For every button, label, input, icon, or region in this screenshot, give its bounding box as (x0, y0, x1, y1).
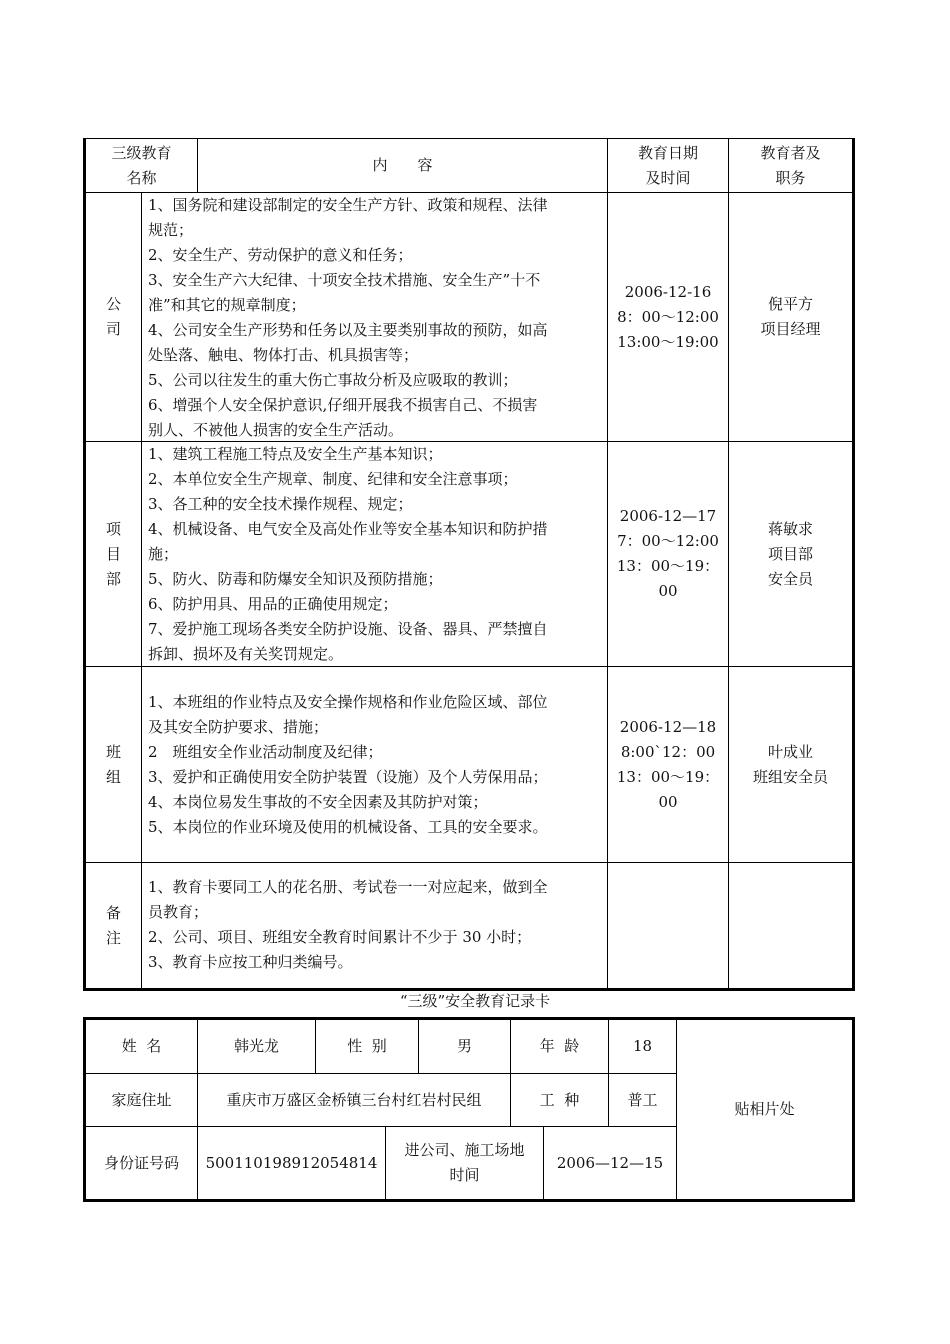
content-line: 2 班组安全作业活动制度及纪律； (148, 743, 383, 761)
content-line: 2、公司、项目、班组安全教育时间累计不少于 30 小时； (148, 928, 532, 946)
time-line: 13:00～19:00 (617, 332, 719, 351)
header-level-name-line1: 三级教育 (111, 143, 172, 162)
content-line: 2、本单位安全生产规章、制度、纪律和安全注意事项； (148, 470, 518, 488)
header-educator-line1: 教育者及 (760, 143, 821, 162)
content-line: 1、国务院和建设部制定的安全生产方针、政策和规程、法律 (148, 196, 548, 214)
time-line: 13：00～19： (616, 767, 720, 786)
content-line: 4、公司安全生产形势和任务以及主要类别事故的预防，如高 (148, 321, 548, 339)
header-date-time-line2: 及时间 (645, 168, 691, 187)
content-line: 6、增强个人安全保护意识,仔细开展我不损害自己、不损害 (148, 396, 538, 414)
header-content (198, 139, 607, 192)
educator-title: 安全员 (767, 569, 813, 588)
header-level-name (86, 139, 197, 192)
age-label: 年 龄 (539, 1037, 580, 1055)
time-line: 00 (658, 582, 678, 600)
time-line: 00 (658, 792, 678, 811)
row-team-date-time (608, 667, 728, 862)
row-company-date-time (608, 193, 728, 441)
educator-name: 倪平方 (767, 295, 813, 313)
level-char: 组 (105, 767, 121, 786)
row-project-level (86, 442, 141, 666)
content-line: 处坠落、触电、物体打击、机具损害等； (148, 346, 419, 364)
row-project-content (148, 442, 606, 667)
photo-placeholder: 贴相片处 (734, 1100, 795, 1118)
id-value: 500110198912054814 (205, 1153, 378, 1172)
header-educator (729, 139, 852, 192)
trade-label: 工 种 (539, 1090, 580, 1109)
content-line: 员教育； (148, 903, 209, 921)
entry-label (386, 1127, 543, 1199)
educator-title: 班组安全员 (752, 767, 828, 786)
content-line: 拆卸、损坏及有关奖罚规定。 (148, 645, 344, 663)
content-line: 1、教育卡要同工人的花名册、考试卷一一对应起来，做到全 (148, 878, 548, 896)
educator-title: 项目部 (767, 544, 813, 563)
row-team-content (148, 690, 606, 840)
row-company-level (86, 193, 141, 441)
address-label: 家庭住址 (111, 1090, 172, 1109)
entry-label-line1: 进公司、施工场地 (404, 1141, 525, 1159)
content-line: 4、本岗位易发生事故的不安全因素及其防护对策； (148, 793, 488, 811)
header-content-label: 内 容 (372, 156, 433, 174)
content-line: 及其安全防护要求、措施； (148, 718, 329, 736)
card-title: “三级”安全教育记录卡 (399, 992, 551, 1010)
time-line: 8:00`12：00 (620, 742, 716, 761)
educator-name: 叶成业 (767, 742, 813, 761)
entry-label-line2: 时间 (449, 1166, 480, 1184)
entry-date: 2006—12—15 (556, 1153, 664, 1172)
content-line: 5、公司以往发生的重大伤亡事故分析及应吸取的教训； (148, 371, 518, 389)
content-line: 4、机械设备、电气安全及高处作业等安全基本知识和防护措 (148, 520, 548, 538)
content-line: 7、爱护施工现场各类安全防护设施、设备、器具、严禁擅自 (148, 620, 548, 638)
time-line: 8：00～12:00 (617, 307, 719, 326)
level-char: 目 (105, 544, 121, 563)
level-char: 注 (105, 928, 121, 947)
header-date-time-line1: 教育日期 (637, 143, 698, 162)
level-char: 部 (105, 569, 121, 588)
row-remarks-level (86, 863, 141, 988)
gender-label: 性 别 (347, 1037, 387, 1055)
name-label: 姓 名 (121, 1037, 162, 1055)
level-char: 备 (105, 903, 121, 922)
header-date-time (608, 139, 728, 192)
time-line: 7：00～12:00 (617, 532, 719, 550)
content-line: 1、建筑工程施工特点及安全生产基本知识； (148, 445, 443, 463)
content-line: 准”和其它的规章制度； (148, 296, 306, 314)
content-line: 3、安全生产六大纪律、十项安全技术措施、安全生产”十不 (148, 271, 541, 289)
content-line: 3、教育卡应按工种归类编号。 (148, 953, 353, 971)
level-char: 项 (105, 519, 121, 538)
content-line: 5、防火、防毒和防爆安全知识及预防措施； (148, 570, 443, 588)
content-line: 3、各工种的安全技术操作规程、规定； (148, 495, 413, 513)
row-remarks-content (148, 875, 606, 975)
id-label: 身份证号码 (103, 1153, 179, 1172)
age-value: 18 (632, 1037, 653, 1055)
content-line: 2、安全生产、劳动保护的意义和任务； (148, 246, 413, 264)
name-value: 韩光龙 (233, 1037, 279, 1055)
row-team-level (86, 667, 141, 862)
time-line: 13：00～19： (616, 557, 720, 575)
level-char: 司 (105, 320, 121, 338)
trade-value: 普工 (627, 1090, 658, 1109)
row-company-content (148, 193, 606, 443)
content-line: 规范； (148, 221, 194, 239)
row-project-educator (729, 442, 852, 666)
level-char: 班 (105, 742, 121, 761)
header-level-name-line2: 名称 (126, 168, 157, 187)
row-company-educator (729, 193, 852, 441)
educator-name: 蒋敏求 (767, 519, 813, 538)
content-line: 5、本岗位的作业环境及使用的机械设备、工具的安全要求。 (148, 818, 548, 836)
date-line: 2006-12-16 (624, 282, 712, 301)
address-value: 重庆市万盛区金桥镇三台村红岩村民组 (226, 1090, 482, 1109)
content-line: 别人、不被他人损害的安全生产活动。 (148, 421, 404, 439)
gender-value: 男 (456, 1037, 472, 1055)
educator-title: 项目经理 (760, 320, 821, 338)
date-line: 2006-12—18 (619, 717, 717, 736)
row-project-date-time (608, 442, 728, 666)
content-line: 1、本班组的作业特点及安全操作规格和作业危险区域、部位 (148, 693, 548, 711)
content-line: 6、防护用具、用品的正确使用规定； (148, 595, 398, 613)
row-team-educator (729, 667, 852, 862)
level-char: 公 (105, 295, 121, 313)
content-line: 3、爱护和正确使用安全防护装置（设施）及个人劳保用品； (148, 768, 548, 786)
date-line: 2006-12—17 (619, 507, 717, 525)
header-educator-line2: 职务 (775, 168, 806, 187)
content-line: 施； (148, 545, 179, 563)
